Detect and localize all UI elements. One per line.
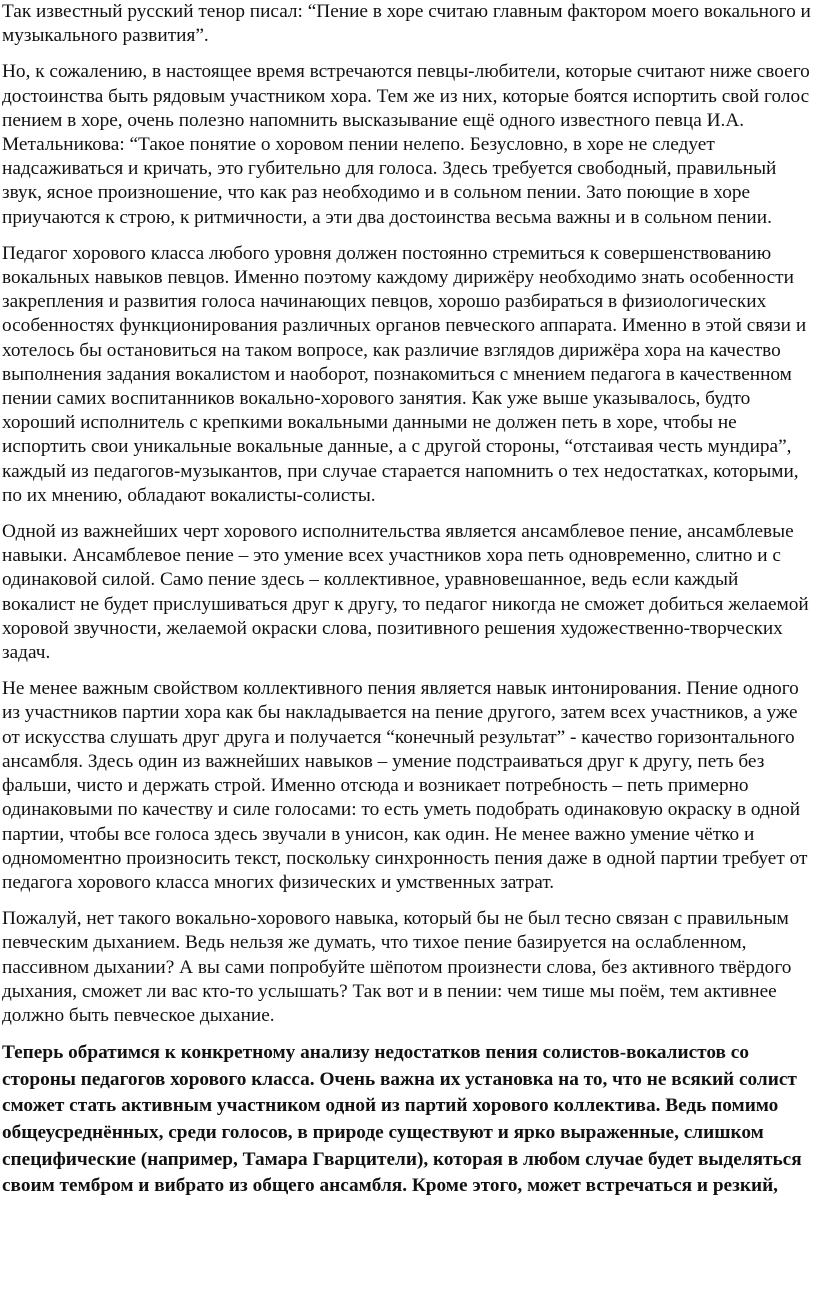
paragraph-tenor-quote: Так известный русский тенор писал: “Пение в хоре считаю главным фактором моего вокального и музыкального развития”. <box>2 1 811 47</box>
paragraph-ensemble-singing: Одной из важнейших черт хорового исполнительства является ансамблевое пение, ансамблевые навыки. Ансамблевое пение – это умение всех участников хора петь одновременно, слитно и с одинаковой силой. Само пение здесь – коллективное, уравновешанное, ведь если каждый вокалист не будет прислушиваться друг к другу, то педагог никогда не сможет добиться желаемой хоровой звучности, желаемой окраски слова, позитивного решения художественно-творческих задач. <box>2 521 809 664</box>
paragraph-amateur-singers: Но, к сожалению, в настоящее время встречаются певцы-любители, которые считают ниже своего достоинства быть рядовым участником хора. Тем же из них, которые боятся испортить свой голос пением в хоре, очень полезно напомнить высказывание ещё одного известного певца И.А. Метальникова: “Такое понятие о хоровом пении нелепо. Безусловно, в хоре не следует надсаживаться и кричать, это губительно для голоса. Здесь требуется свободный, правильный звук, ясное произношение, что как раз необходимо и в сольном пении. Зато поющие в хоре приучаются к строю, к ритмичности, а эти два достоинства весьма важны и в сольном пении. <box>2 61 810 228</box>
paragraph-intonation: Не менее важным свойством коллективного пения является навык интонирования. Пение одного из участников партии хора как бы накладывается на пение другого, затем всех участников, а уже от искусства слушать друг друга и получается “конечный результат” - качество горизонтального ансамбля. Здесь один из важнейших навыков – умение подстраиваться друг к другу, петь без фальши, чисто и держать строй. Именно отсюда и возникает потребность – петь примерно одинаковыми по качеству и силе голосами: то есть уметь подобрать одинаковую окраску в одной партии, чтобы все голоса здесь звучали в унисон, как один. Не менее важно умение чётко и одномоментно произносить текст, поскольку синхронность пения даже в одной партии требует от педагога хорового класса многих физических и умственных затрат. <box>2 678 808 893</box>
paragraph-choir-teacher: Педагог хорового класса любого уровня должен постоянно стремиться к совершенствованию вокальных навыков певцов. Именно поэтому каждому дирижёру необходимо знать особенности закрепления и развития голоса начинающих певцов, хорошо разбираться в физиологических особенностях функционирования различных органов певческого аппарата. Именно в этой связи и хотелось бы остановиться на таком вопросе, как различие взглядов дирижёра хора на качество выполнения задания вокалистом и наоборот, познакомиться с мнением педагога в качественном пении самих воспитанников вокально-хорового занятия. Как уже выше указывалось, будто хороший исполнитель с крепкими вокальными данными не должен петь в хоре, чтобы не испортить свои уникальные вокальные данные, а с другой стороны, “отстаивая честь мундира”, каждый из педагогов-музыкантов, при случае старается напомнить о тех недостатках, которыми, по их мнению, обладают вокалисты-солисты. <box>2 242 807 506</box>
paragraph-soloist-analysis: Теперь обратимся к конкретному анализу недостатков пения солистов-вокалистов со стороны педагогов хорового класса. Очень важна их установка на то, что не всякий солист сможет стать активным участником одной из партий хорового коллектива. Ведь помимо общеусреднённых, среди голосов, в природе существуют и ярко выраженные, слишком специфические (например, Тамара Гварцители), которая в любом случае будет выделяться своим тембром и вибрато из общего ансамбля. Кроме этого, может встречаться и резкий, <box>2 1042 802 1197</box>
paragraph-breathing: Пожалуй, нет такого вокально-хорового навыка, который бы не был тесно связан с правильным певческим дыханием. Ведь нельзя же думать, что тихое пение базируется на ослабленном, пассивном дыхании? А вы сами попробуйте шёпотом произнести слова, без активного твёрдого дыхания, сможет ли вас кто-то услышать? Так вот и в пении: чем тише мы поём, тем активнее должно быть певческое дыхание. <box>2 908 792 1026</box>
